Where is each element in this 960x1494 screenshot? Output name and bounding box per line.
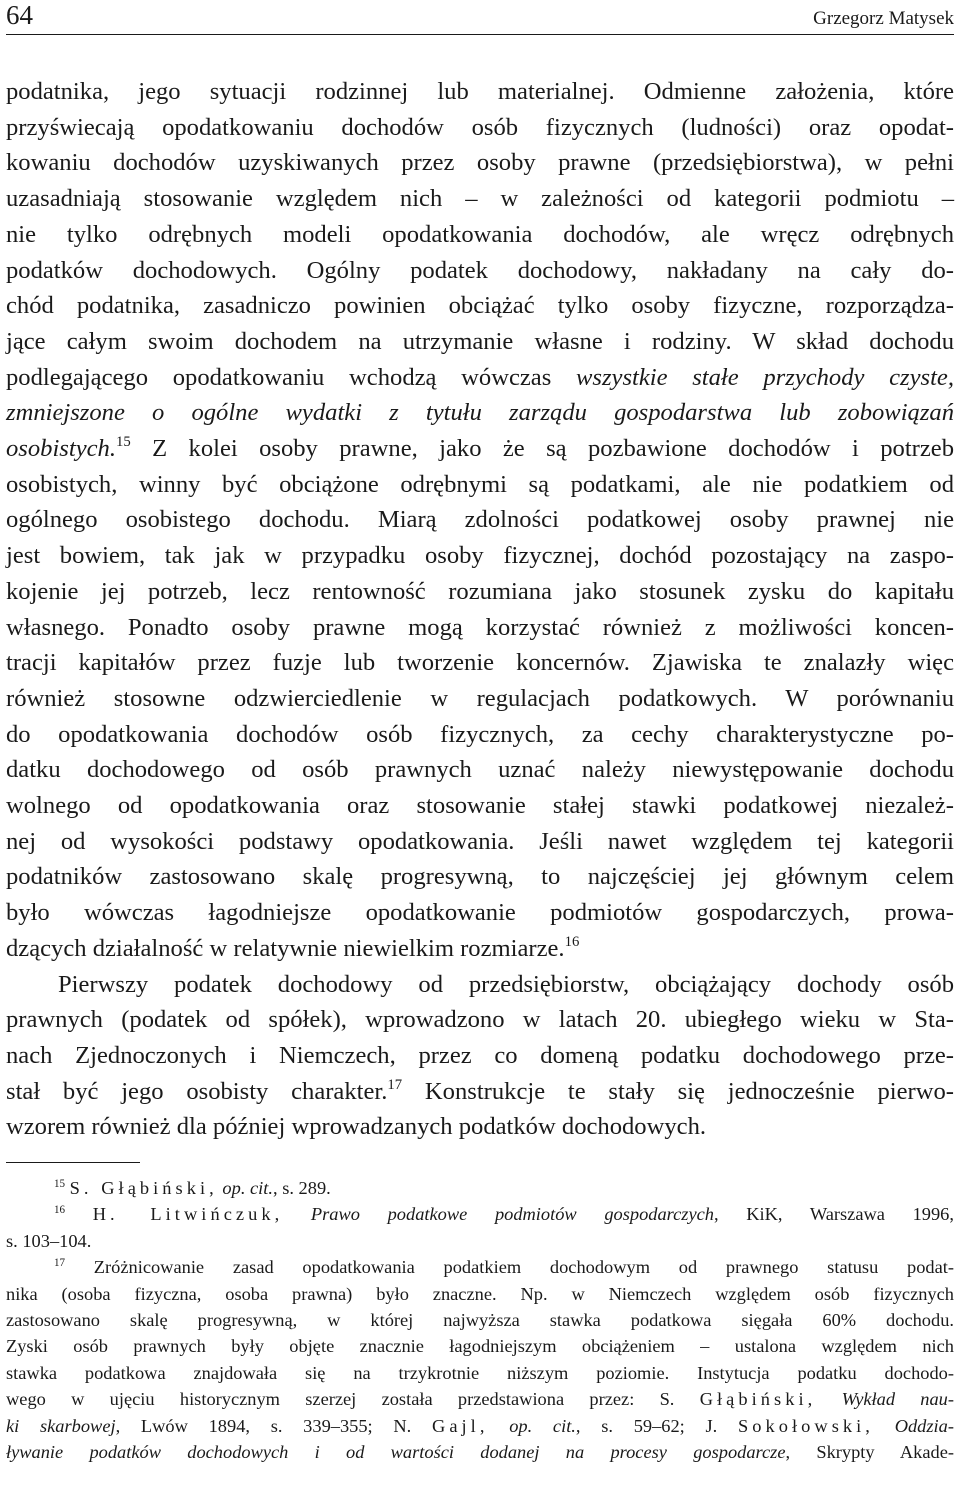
text-line: kowaniu dochodów uzyskiwanych przez osoby prawne (przedsiębiorstwa), w pełni [6,149,954,177]
text-line: do opodatkowania dochodów osób fizycznych, za cechy charakterystyczne po- [6,720,954,748]
header-rule [6,34,954,35]
paragraph-1 [6,74,954,967]
cited-author: Gajl, [431,1415,489,1436]
footnote-line [6,1201,954,1227]
text-line: podatków dochodowych. Ogólny podatek dochodowy, nakładany na cały do- [6,256,954,284]
text-line: datku dochodowego od osób prawnych uznać należy niewystępowanie dochodu [6,756,954,784]
text-line [6,431,954,467]
footnote-line: Zyski osób prawnych były objęte znacznie łagodniejszym obciążeniem – ustalona względem nich [6,1336,954,1357]
text-segment: Konstrukcje te stały się jednocześnie pierwo- [402,1077,954,1105]
page-number: 64 [6,0,33,30]
paragraph-2 [6,967,954,1146]
footnote-ref-16[interactable]: 16 [564,934,580,951]
text-line [6,931,954,967]
text-segment: , Lwów 1894, s. 339–355; N. [115,1415,432,1436]
footnote-17 [6,1254,954,1465]
cited-author: Głąbiński, [699,1389,817,1410]
cited-title: Wykład nau- [841,1389,955,1410]
footnote-line [6,1413,954,1439]
text-line: nej od wysokości podstawy opodatkowania. Jeśli nawet względem tej kategorii [6,827,954,855]
text-line: tracji kapitałów przez fuzje lub tworzenie koncernów. Zjawiska te znalazły więc [6,649,954,677]
text-line [6,395,954,431]
citation-abbrev: op. cit. [509,1415,576,1436]
footnotes [6,1175,954,1465]
footnote-line: zastosowano skalę progresywną, w której najwyższa stawka podatkowa sięgała 60% dochodu. [6,1310,954,1331]
text-line: również stosowne odzwierciedlenie w regulacjach podatkowych. W porównaniu [6,684,954,712]
text-segment: podlegającego opodatkowaniu wchodzą wówczas [6,363,576,391]
cited-author: S. Głąbiński, [69,1178,218,1198]
text-segment: , s. 59–62; J. [575,1415,738,1436]
text-line: nach Zjednoczonych i Niemczech, przez co domeną podatku dochodowego prze- [6,1041,954,1069]
text-segment: Zróżnicowanie zasad opodatkowania podatkiem dochodowym od prawnego statusu podat- [93,1257,955,1278]
text-line: przyświecają opodatkowaniu dochodów osób fizycznych (ludności) oraz opodat- [6,113,954,141]
footnote-ref-17[interactable]: 17 [387,1077,403,1094]
quoted-italic-text: wszystkie stałe przychody czyste, [575,363,954,391]
text-segment: dzących działalność w relatywnie niewielkim rozmiarze. [6,934,565,962]
text-line: było wówczas łagodniejsze opodatkowanie podmiotów gospodarczych, prowa- [6,899,954,927]
footnote-15 [6,1175,954,1201]
text-line: uzasadniają stosowanie względem nich – w zależności od kategorii podmiotu – [6,185,954,213]
cited-author: H. Litwińczuk, [92,1204,284,1225]
text-line [6,360,954,396]
cited-title: Prawo podatkowe podmiotów gospodarczych [310,1204,714,1225]
text-line: wolnego od opodatkowania oraz stosowanie stałej stawki podatkowej niezależ- [6,792,954,820]
running-head-author: Grzegorz Matysek [813,8,954,29]
footnote-line: s. 103–104. [6,1230,92,1251]
text-line: nie tylko odrębnych modeli opodatkowania dochodów, ale wręcz odrębnych [6,220,954,248]
footnote-ref-15[interactable]: 15 [115,434,131,451]
footnote-number: 15 [54,1177,66,1190]
text-line: chód podatnika, zasadniczo powinien obciążać tylko osoby fizyczne, rozporządza- [6,292,954,320]
footnote-line [6,1254,954,1280]
text-segment: stał być jego osobisty charakter. [6,1077,388,1105]
footnote-separator [6,1162,140,1163]
text-line: kojenie jej potrzeb, lecz rentowność rozumiana jako stosunek zysku do kapitału [6,577,954,605]
footnote-number: 16 [54,1204,66,1217]
footnote-line [6,1175,954,1201]
cited-title: ływanie podatków dochodowych i od wartości dodanej na procesy gospodarcze [6,1442,786,1463]
text-line: jest bowiem, tak jak w przypadku osoby fizycznej, dochód pozostający na zaspo- [6,542,954,570]
footnote-line: stawka podatkowa znajdowała się na trzykrotnie niższym poziomie. Instytucja podatku dochodo- [6,1362,954,1383]
text-segment: , Skrypty Akade- [785,1442,954,1463]
text-line: własnego. Ponadto osoby prawne mogą korzystać również z możliwości koncen- [6,613,954,641]
text-line: jące całym swoim dochodem na utrzymanie własne i rodziny. W skład dochodu [6,327,954,355]
cited-title: Oddzia- [894,1415,954,1436]
footnote-line: nika (osoba fizyczna, osoba prawna) było znaczne. Np. w Niemczech względem osób fizycznych [6,1283,954,1304]
text-segment: , KiK, Warszawa 1996, [713,1204,954,1225]
quoted-italic-text: zmniejszone o ogólne wydatki z tytułu zarządu gospodarstwa lub zobowiązań [6,399,954,427]
footnote-number: 17 [54,1257,66,1270]
footnote-16 [6,1201,954,1254]
text-segment: , s. 289. [273,1178,331,1198]
text-line: podatnika, jego sytuacji rodzinnej lub materialnej. Odmienne założenia, które [6,78,954,105]
citation-abbrev: op. cit. [222,1178,273,1198]
text-segment: wego w ujęciu historycznym szerzej została przedstawiona przez: S. [6,1389,700,1410]
text-line: osobistych, winny być obciążone odrębnymi są podatkami, ale nie podatkiem od [6,470,954,498]
text-line: ogólnego osobistego dochodu. Miarą zdolności podatkowej osoby prawnej nie [6,506,954,534]
quoted-italic-text: osobistych. [6,435,116,463]
text-line: podatników zastosowano skalę progresywną, to najczęściej jej głównym celem [6,863,954,891]
body-text [6,74,954,1145]
text-segment: Z kolei osoby prawne, jako że są pozbawione dochodów i potrzeb [130,435,954,463]
cited-author: Sokołowski, [737,1415,874,1436]
text-line: prawnych (podatek od spółek), wprowadzono w latach 20. ubiegłego wieku w Sta- [6,1006,954,1034]
text-line: wzorem również dla później wprowadzanych podatków dochodowych. [6,1113,707,1141]
footnote-line [6,1439,954,1465]
text-line: Pierwszy podatek dochodowy od przedsiębiorstw, obciążający dochody osób [58,970,954,998]
text-line [6,1074,954,1110]
footnote-line [6,1386,954,1412]
cited-title: ki skarbowej [6,1415,116,1436]
